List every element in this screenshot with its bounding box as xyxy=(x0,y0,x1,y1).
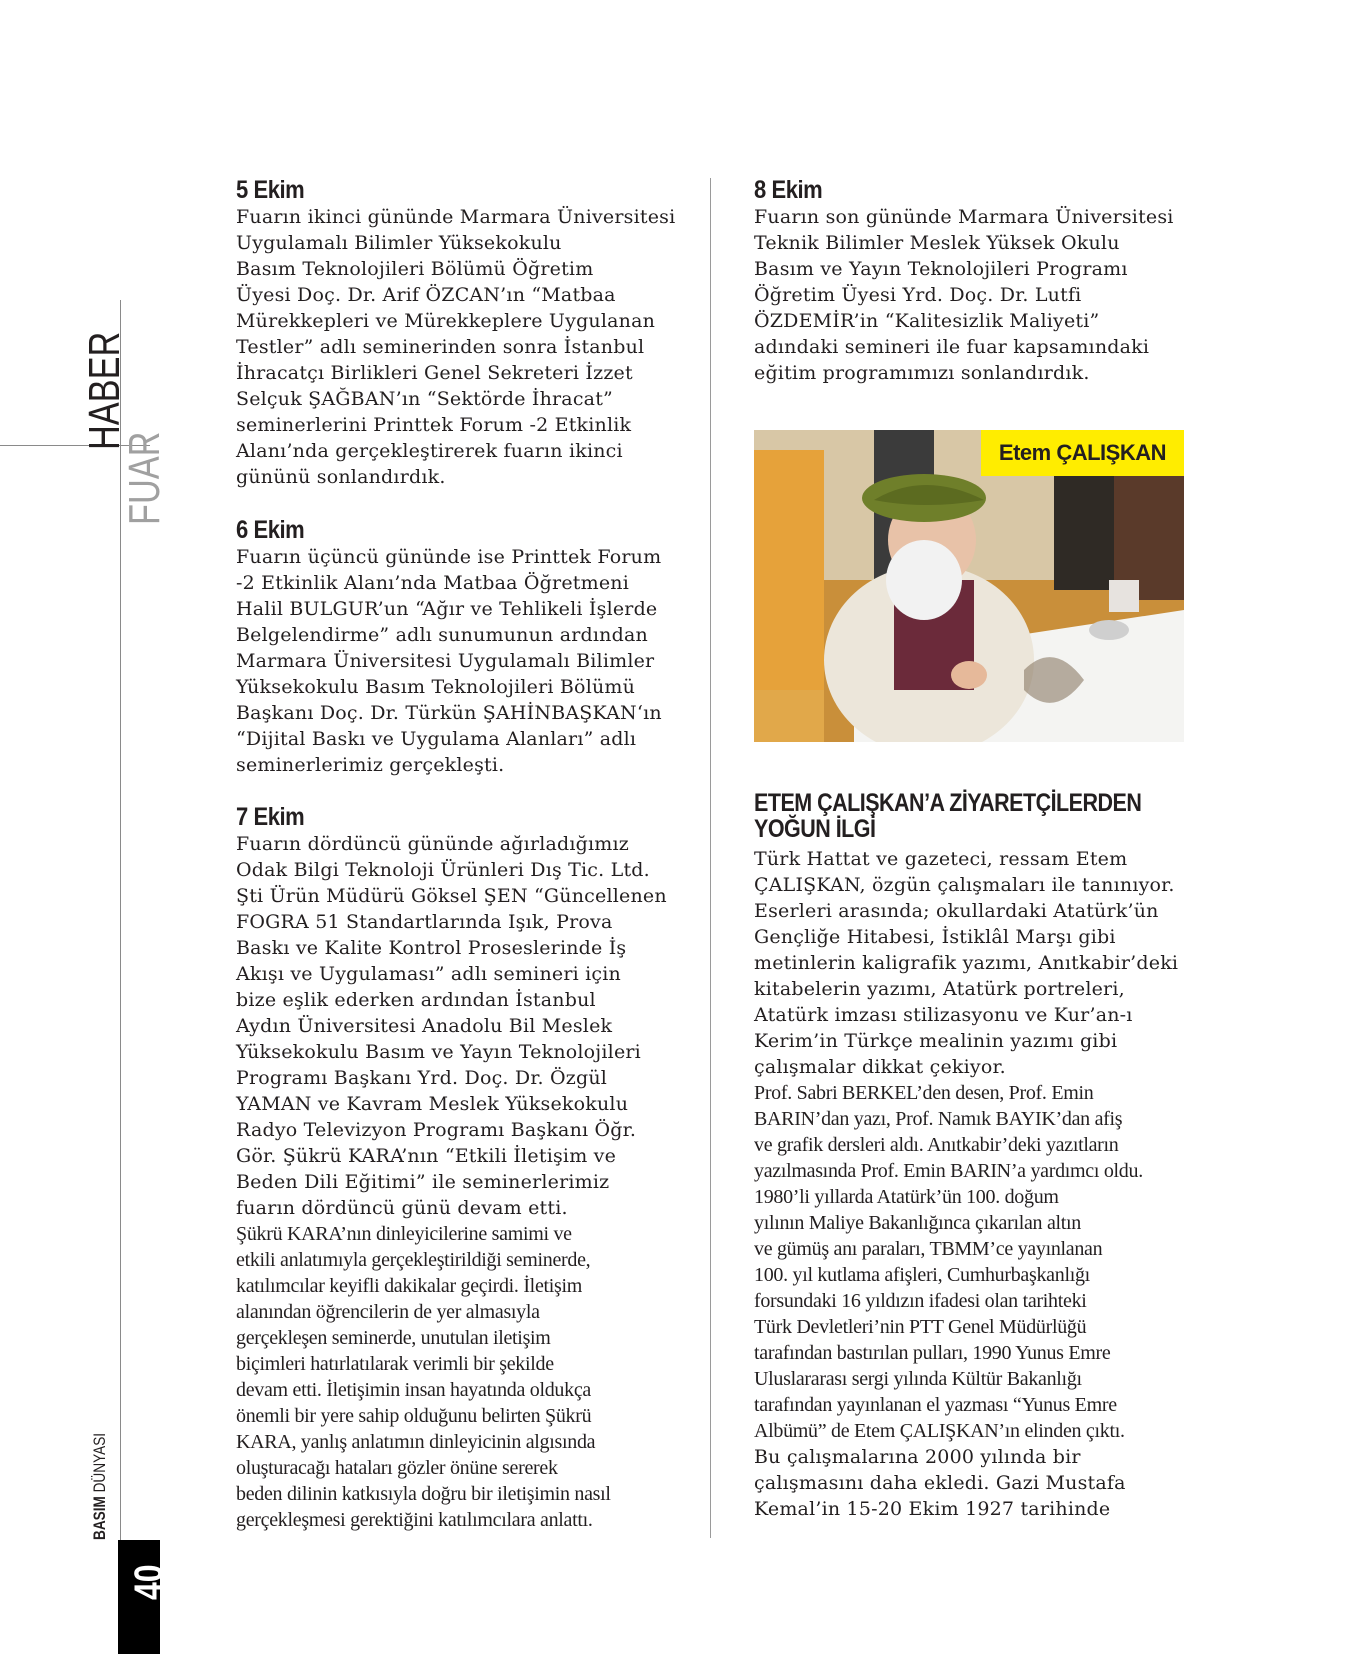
text-line: Kerim’in Türkçe mealinin yazımı gibi xyxy=(754,1030,1118,1052)
text-line: Atatürk imzası stilizasyonu ve Kur’an-ı xyxy=(754,1004,1133,1026)
text-line: Mürekkepleri ve Mürekkeplere Uygulanan xyxy=(236,310,656,332)
text-line: tarafından bastırılan pulları, 1990 Yunus Emre xyxy=(754,1342,1111,1364)
section-label-haber: HABER xyxy=(80,331,129,450)
text-line: Eserleri arasında; okullardaki Atatürk’ün xyxy=(754,900,1159,922)
text-line: Halil BULGUR’un “Ağır ve Tehlikeli İşlerde xyxy=(236,598,658,620)
text-line: devam etti. İletişimin insan hayatında oldukça xyxy=(236,1379,591,1401)
text-line: seminerlerimiz gerçekleşti. xyxy=(236,754,505,776)
text-line: Baskı ve Kalite Kontrol Proseslerinde İş xyxy=(236,937,627,959)
paragraph-7-ekim-continued xyxy=(236,1221,611,1533)
text-line: YAMAN ve Kavram Meslek Yüksekokulu xyxy=(236,1093,629,1115)
text-line: çalışmalar dikkat çekiyor. xyxy=(754,1056,1006,1078)
paragraph-article-end xyxy=(754,1444,1126,1522)
text-line: metinlerin kaligrafik yazımı, Anıtkabir’deki xyxy=(754,952,1179,974)
text-line: fuarın dördüncü günü devam etti. xyxy=(236,1197,568,1219)
text-line: çalışmasını daha ekledi. Gazi Mustafa xyxy=(754,1472,1126,1494)
text-line: 1980’li yıllarda Atatürk’ün 100. doğum xyxy=(754,1186,1059,1208)
text-line: Fuarın üçüncü gününde ise Printtek Forum xyxy=(236,546,662,568)
text-line: Beden Dili Eğitimi” ile seminerlerimiz xyxy=(236,1171,610,1193)
article-title-line1: ETEM ÇALIŞKAN’A ZİYARETÇİLERDEN xyxy=(754,789,1142,817)
text-line: Türk Devletleri’nin PTT Genel Müdürlüğü xyxy=(754,1316,1087,1338)
text-line: Uluslararası sergi yılında Kültür Bakanlığı xyxy=(754,1368,1082,1390)
text-line: gerçekleşen seminerde, unutulan iletişim xyxy=(236,1327,551,1349)
paragraph-5-ekim xyxy=(236,204,675,490)
text-line: Fuarın dördüncü gününde ağırladığımız xyxy=(236,833,630,855)
text-line: seminerlerini Printtek Forum -2 Etkinlik xyxy=(236,414,632,436)
heading-7-ekim: 7 Ekim xyxy=(236,803,305,831)
article-title-line2: YOĞUN İLGİ xyxy=(754,815,876,843)
text-line: etkili anlatımıyla gerçekleştirildiği seminerde, xyxy=(236,1249,591,1271)
text-line: 100. yıl kutlama afişleri, Cumhurbaşkanlığı xyxy=(754,1264,1090,1286)
text-line: yılının Maliye Bakanlığınca çıkarılan altın xyxy=(754,1212,1082,1234)
text-line: Odak Bilgi Teknoloji Ürünleri Dış Tic. Ltd. xyxy=(236,859,650,881)
text-line: yazılmasında Prof. Emin BARIN’a yardımcı oldu. xyxy=(754,1160,1143,1182)
text-line: biçimleri hatırlatılarak verimli bir şekilde xyxy=(236,1353,554,1375)
text-line: Bu çalışmalarına 2000 yılında bir xyxy=(754,1446,1081,1468)
text-line: Radyo Televizyon Programı Başkanı Öğr. xyxy=(236,1119,637,1141)
text-line: “Dijital Baskı ve Uygulama Alanları” adlı xyxy=(236,728,637,750)
text-line: ve grafik dersleri aldı. Anıtkabir’deki yazıtların xyxy=(754,1134,1119,1156)
text-line: Türk Hattat ve gazeteci, ressam Etem xyxy=(754,848,1128,870)
text-line: Yüksekokulu Basım ve Yayın Teknolojileri xyxy=(236,1041,641,1063)
text-line: Fuarın son gününde Marmara Üniversitesi xyxy=(754,206,1174,228)
paragraph-8-ekim xyxy=(754,204,1174,386)
text-line: eğitim programımızı sonlandırdık. xyxy=(754,362,1090,384)
text-line: KARA, yanlış anlatımın dinleyicinin algısında xyxy=(236,1431,596,1453)
text-line: beden dilinin katkısıyla doğru bir iletişimin nasıl xyxy=(236,1483,611,1505)
section-label-fuar: FUAR xyxy=(120,431,169,525)
text-line: ÖZDEMİR’in “Kalitesizlik Maliyeti” xyxy=(754,310,1100,332)
text-line: Alanı’nda gerçekleştirerek fuarın ikinci xyxy=(236,440,623,462)
text-line: Kemal’in 15-20 Ekim 1927 tarihinde xyxy=(754,1498,1111,1520)
text-line: Marmara Üniversitesi Uygulamalı Bilimler xyxy=(236,650,655,672)
magazine-name-light: DÜNYASI xyxy=(90,1432,109,1493)
text-line: Aydın Üniversitesi Anadolu Bil Meslek xyxy=(236,1015,613,1037)
text-line: ve gümüş anı paraları, TBMM’ce yayınlanan xyxy=(754,1238,1103,1260)
text-line: Programı Başkanı Yrd. Doç. Dr. Özgül xyxy=(236,1067,608,1089)
text-line: Gençliğe Hitabesi, İstiklâl Marşı gibi xyxy=(754,926,1116,948)
column-divider xyxy=(710,178,711,1538)
text-line: katılımcılar keyifli dakikalar geçirdi. İletişim xyxy=(236,1275,583,1297)
text-line: Yüksekokulu Basım Teknolojileri Bölümü xyxy=(236,676,636,698)
text-line: Basım Teknolojileri Bölümü Öğretim xyxy=(236,258,594,280)
magazine-name-bold: BASIM xyxy=(90,1496,109,1540)
page-number: 40 xyxy=(127,1564,171,1600)
paragraph-article-continued xyxy=(754,1080,1143,1444)
heading-5-ekim: 5 Ekim xyxy=(236,176,305,204)
photo-caption: Etem ÇALIŞKAN xyxy=(981,430,1184,476)
text-line: Şti Ürün Müdürü Göksel ŞEN “Güncellenen xyxy=(236,885,667,907)
text-line: Albümü” de Etem ÇALIŞKAN’ın elinden çıktı. xyxy=(754,1420,1125,1442)
text-line: Öğretim Üyesi Yrd. Doç. Dr. Lutfi xyxy=(754,284,1082,306)
photo-etem-caliskan xyxy=(754,430,1184,742)
paragraph-6-ekim xyxy=(236,544,662,778)
text-line: adındaki semineri ile fuar kapsamındaki xyxy=(754,336,1150,358)
photo-illustration xyxy=(754,430,1184,742)
text-line: BARIN’dan yazı, Prof. Namık BAYIK’dan afiş xyxy=(754,1108,1123,1130)
text-line: gününü sonlandırdık. xyxy=(236,466,446,488)
text-line: Basım ve Yayın Teknolojileri Programı xyxy=(754,258,1128,280)
text-line: gerçekleşmesi gerektiğini katılımcılara anlattı. xyxy=(236,1509,593,1531)
text-line: Üyesi Doç. Dr. Arif ÖZCAN’ın “Matbaa xyxy=(236,284,616,306)
text-line: oluşturacağı hataları gözler önüne sererek xyxy=(236,1457,558,1479)
heading-6-ekim: 6 Ekim xyxy=(236,516,305,544)
text-line: Prof. Sabri BERKEL’den desen, Prof. Emin xyxy=(754,1082,1094,1104)
text-line: ÇALIŞKAN, özgün çalışmaları ile tanınıyor. xyxy=(754,874,1175,896)
text-line: tarafından yayınlanan el yazması “Yunus Emre xyxy=(754,1394,1117,1416)
paragraph-7-ekim xyxy=(236,831,667,1221)
text-line: Başkanı Doç. Dr. Türkün ŞAHİNBAŞKAN‘ın xyxy=(236,702,662,724)
text-line: Fuarın ikinci gününde Marmara Üniversitesi xyxy=(236,206,676,228)
text-line: bize eşlik ederken ardından İstanbul xyxy=(236,989,596,1011)
text-line: alanından öğrencilerin de yer almasıyla xyxy=(236,1301,540,1323)
text-line: Akışı ve Uygulaması” adlı semineri için xyxy=(236,963,621,985)
text-line: Şükrü KARA’nın dinleyicilerine samimi ve xyxy=(236,1223,572,1245)
text-line: önemli bir yere sahip olduğunu belirten Şükrü xyxy=(236,1405,592,1427)
text-line: İhracatçı Birlikleri Genel Sekreteri İzzet xyxy=(236,362,633,384)
text-line: Uygulamalı Bilimler Yüksekokulu xyxy=(236,232,562,254)
text-line: kitabelerin yazımı, Atatürk portreleri, xyxy=(754,978,1125,1000)
article-title xyxy=(754,790,1154,842)
text-line: Belgelendirme” adlı sunumunun ardından xyxy=(236,624,648,646)
text-line: forsundaki 16 yıldızın ifadesi olan tarihteki xyxy=(754,1290,1087,1312)
text-line: Testler” adlı seminerinden sonra İstanbul xyxy=(236,336,645,358)
text-line: FOGRA 51 Standartlarında Işık, Prova xyxy=(236,911,613,933)
magazine-name xyxy=(90,1433,110,1540)
paragraph-article xyxy=(754,846,1178,1080)
text-line: -2 Etkinlik Alanı’nda Matbaa Öğretmeni xyxy=(236,572,629,594)
text-line: Gör. Şükrü KARA’nın “Etkili İletişim ve xyxy=(236,1145,617,1167)
text-line: Teknik Bilimler Meslek Yüksek Okulu xyxy=(754,232,1120,254)
heading-8-ekim: 8 Ekim xyxy=(754,176,823,204)
text-line: Selçuk ŞAĞBAN’ın “Sektörde İhracat” xyxy=(236,388,613,410)
